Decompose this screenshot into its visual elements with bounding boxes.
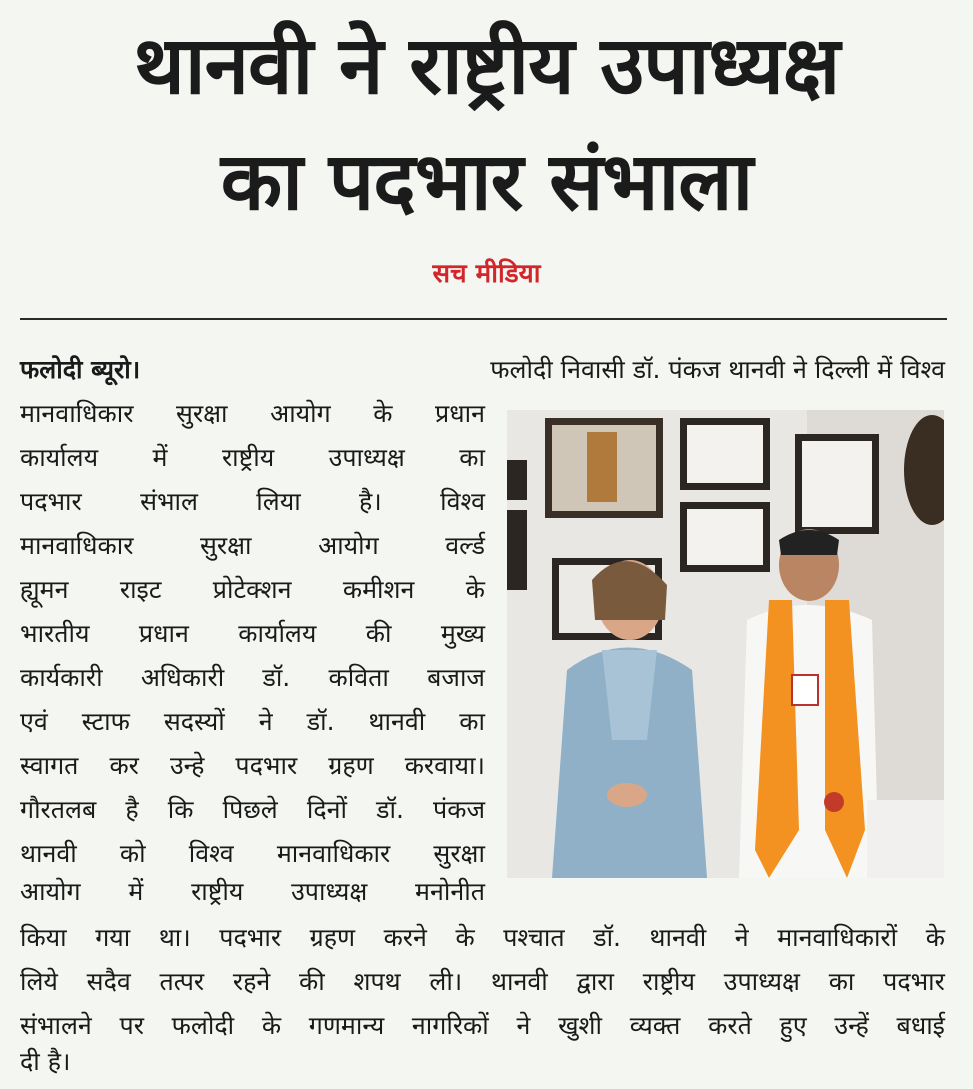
headline-line-2: का पदभार संभाला — [220, 135, 753, 228]
article-line: भारतीय प्रधान कार्यालय की मुख्य — [20, 619, 485, 648]
article-line: कार्यालय में राष्ट्रीय उपाध्यक्ष का — [20, 443, 485, 472]
article-line: ह्यूमन राइट प्रोटेक्शन कमीशन के — [20, 575, 485, 604]
article-line: मानवाधिकार सुरक्षा आयोग के प्रधान — [20, 399, 485, 428]
article-line: किया गया था। पदभार ग्रहण करने के पश्चात डॉ. थानवी ने मानवाधिकारों के — [20, 923, 945, 952]
article-line: थानवी को विश्व मानवाधिकार सुरक्षा — [20, 839, 485, 868]
divider — [20, 318, 947, 320]
news-photo — [507, 410, 944, 878]
article-line: दी है। — [20, 1047, 71, 1076]
article-line-text: फलोदी निवासी डॉ. पंकज थानवी ने दिल्ली में विश्व — [490, 355, 945, 384]
photo-illustration — [507, 410, 944, 878]
article-line: लिये सदैव तत्पर रहने की शपथ ली। थानवी द्वारा राष्ट्रीय उपाध्यक्ष का पदभार — [20, 967, 945, 996]
article-line — [20, 354, 945, 386]
article-lead: फलोदी ब्यूरो। — [20, 355, 141, 384]
article-line: स्वागत कर उन्हे पदभार ग्रहण करवाया। — [20, 751, 485, 780]
article-line: आयोग में राष्ट्रीय उपाध्यक्ष मनोनीत — [20, 877, 485, 906]
article-line: कार्यकारी अधिकारी डॉ. कविता बजाज — [20, 663, 485, 692]
headline-line-1: थानवी ने राष्ट्रीय उपाध्यक्ष — [133, 19, 840, 112]
article-line: गौरतलब है कि पिछले दिनों डॉ. पंकज — [20, 795, 485, 824]
article-line: पदभार संभाल लिया है। विश्व — [20, 487, 485, 516]
byline: सच मीडिया — [432, 259, 541, 289]
article-line: संभालने पर फलोदी के गणमान्य नागरिकों ने खुशी व्यक्त करते हुए उन्हें बधाई — [20, 1011, 945, 1040]
article-line: एवं स्टाफ सदस्यों ने डॉ. थानवी का — [20, 707, 485, 736]
headline — [0, 8, 973, 240]
article-line: मानवाधिकार सुरक्षा आयोग वर्ल्ड — [20, 531, 485, 560]
